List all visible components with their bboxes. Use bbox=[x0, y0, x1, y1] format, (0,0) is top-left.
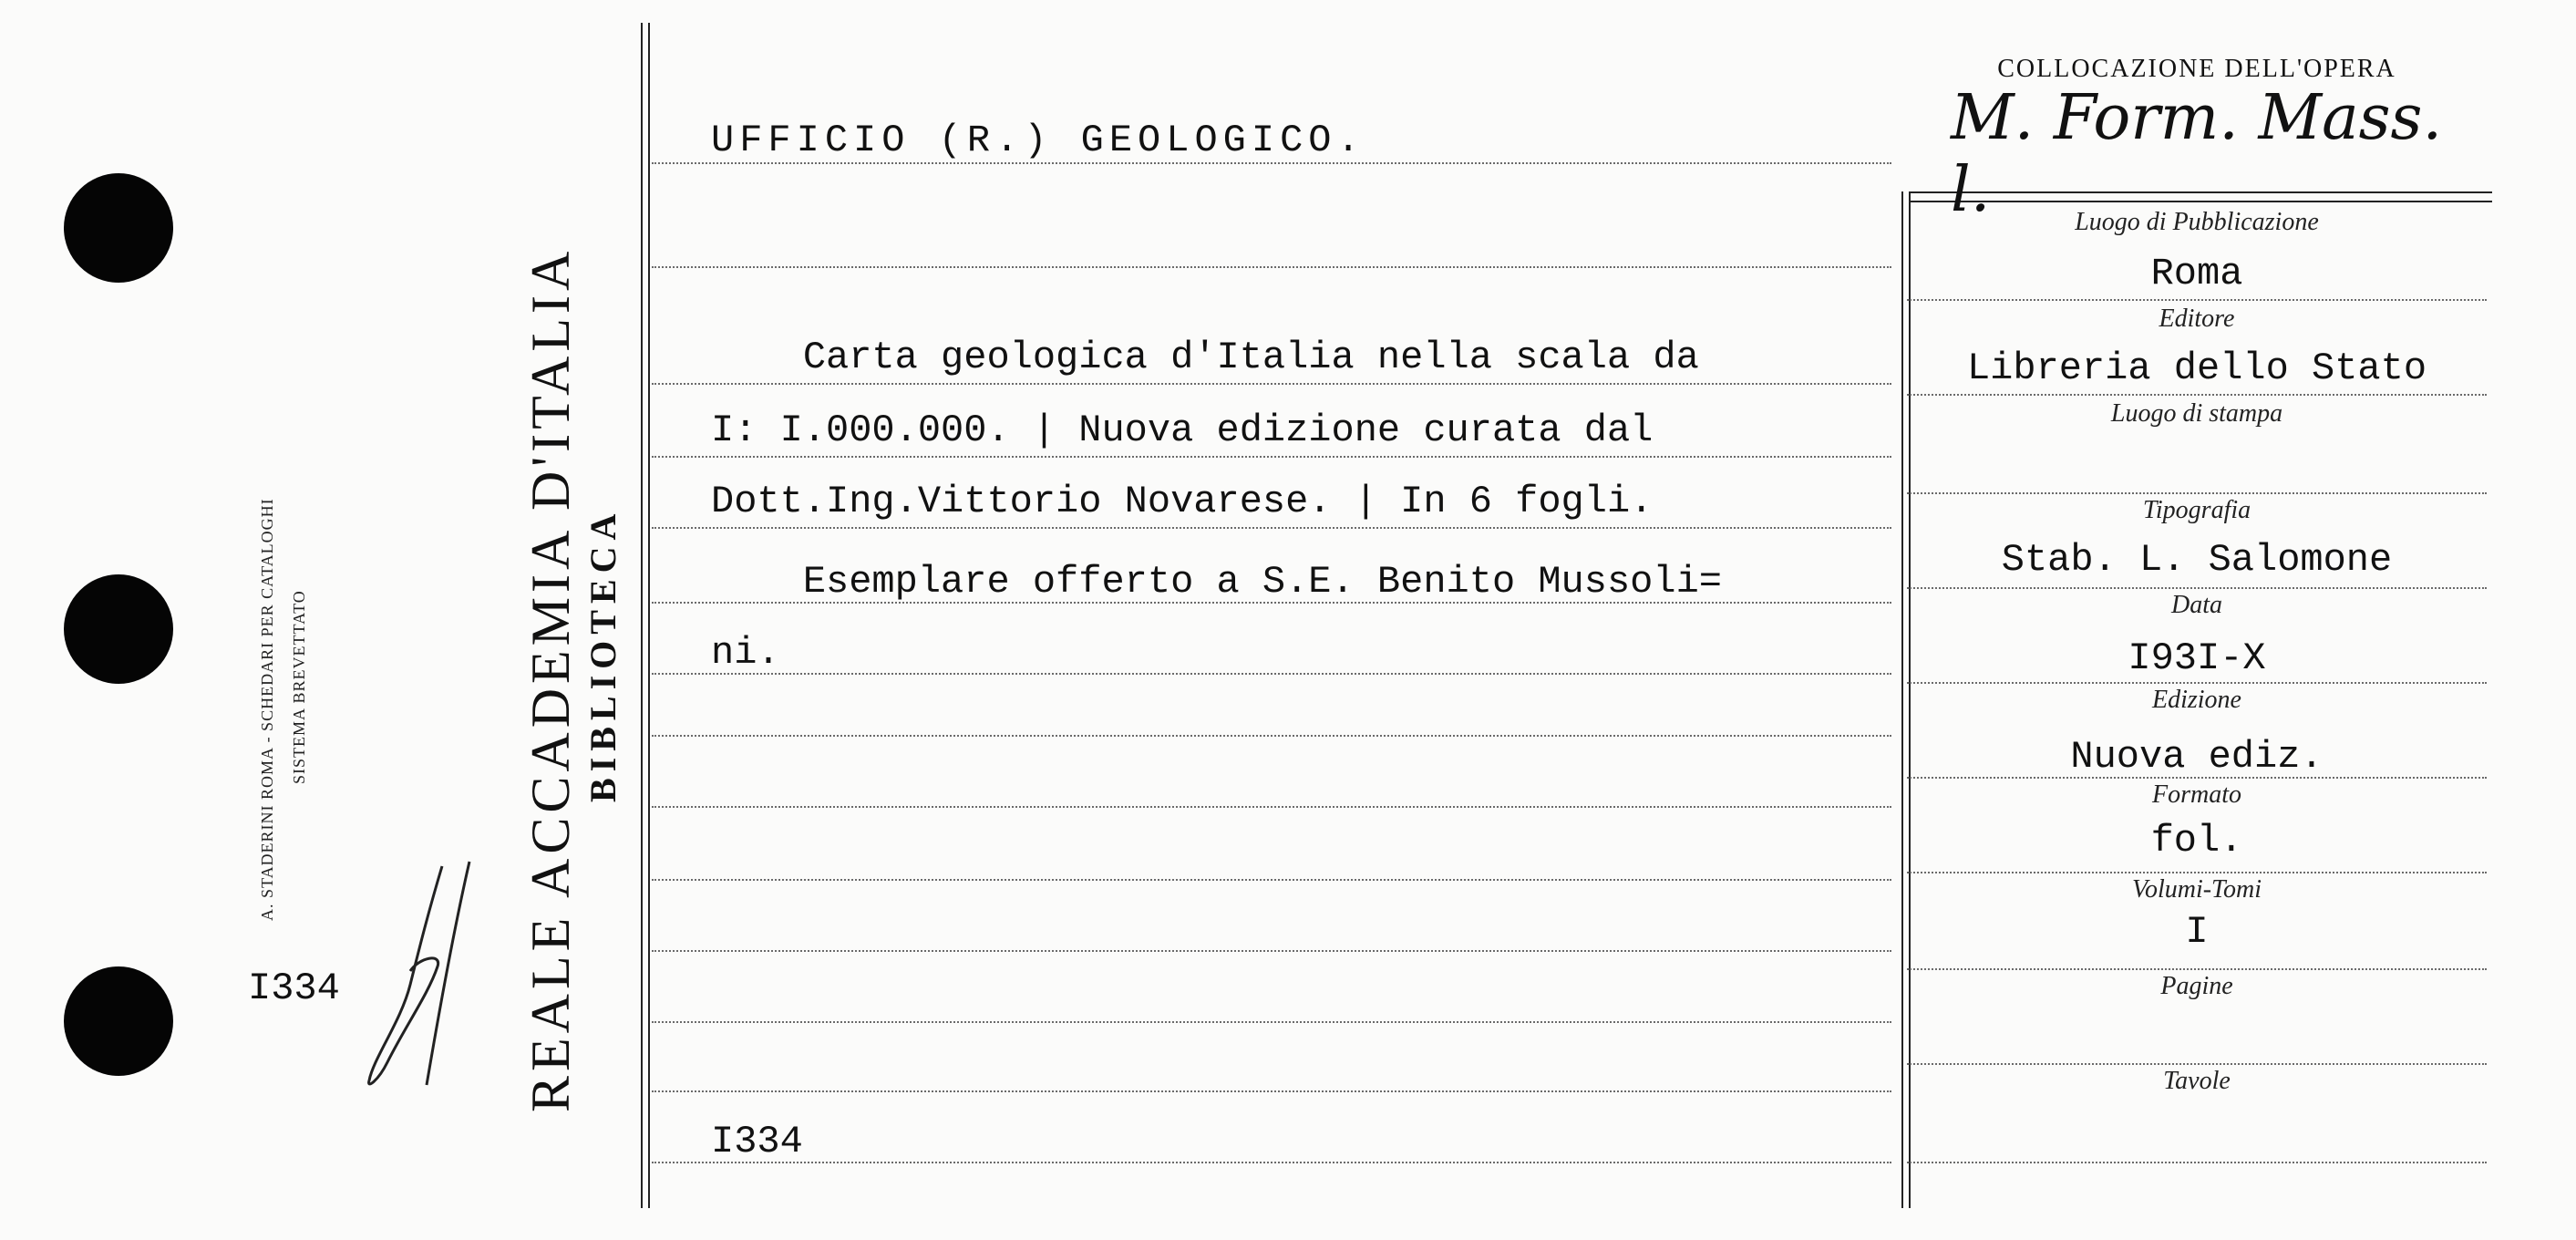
ruled-line bbox=[652, 1021, 1891, 1023]
field-rule bbox=[1907, 872, 2487, 873]
academy-title: REALE ACCADEMIA D'ITALIA bbox=[520, 246, 581, 1112]
punch-hole bbox=[64, 574, 173, 684]
field-value-volumes: I bbox=[2185, 910, 2209, 954]
ruled-line bbox=[652, 456, 1891, 458]
field-value-edition: Nuova ediz. bbox=[2070, 735, 2324, 779]
footer-catalog-number: I334 bbox=[711, 1120, 803, 1163]
ruled-line bbox=[652, 527, 1891, 529]
collocation-heading: COLLOCAZIONE DELL'OPERA bbox=[1997, 55, 2396, 83]
ruled-line bbox=[652, 950, 1891, 952]
ruled-line bbox=[652, 1090, 1891, 1092]
description-line: Dott.Ing.Vittorio Novarese. | In 6 fogli. bbox=[711, 480, 1654, 523]
field-label-pages: Pagine bbox=[2160, 972, 2233, 1000]
field-label-plates: Tavole bbox=[2163, 1067, 2231, 1095]
description-line: ni. bbox=[711, 631, 780, 675]
field-rule bbox=[1907, 299, 2487, 301]
field-value-format: fol. bbox=[2150, 819, 2243, 863]
punch-hole bbox=[64, 173, 173, 283]
printer-imprint-line2: SISTEMA BREVETTATO bbox=[290, 590, 308, 784]
field-label-edition: Edizione bbox=[2152, 686, 2241, 714]
field-rule bbox=[1907, 1162, 2487, 1163]
description-line: I: I.000.000. | Nuova edizione curata dal bbox=[711, 408, 1654, 452]
side-catalog-number: I334 bbox=[248, 966, 340, 1010]
field-label-date: Data bbox=[2171, 591, 2222, 619]
field-label-printer: Tipografia bbox=[2142, 496, 2251, 524]
description-line: Esemplare offerto a S.E. Benito Mussoli= bbox=[711, 560, 1722, 604]
right-border-rule bbox=[1901, 191, 1903, 1208]
ruled-line bbox=[652, 383, 1891, 385]
field-rule bbox=[1907, 968, 2487, 970]
handwritten-mark-icon bbox=[355, 857, 492, 1094]
ruled-line bbox=[652, 162, 1891, 164]
printer-imprint-line1: A. STADERINI ROMA - SCHEDARI PER CATALOGHI bbox=[258, 498, 276, 921]
field-label-format: Formato bbox=[2152, 780, 2241, 809]
field-label-place-of-publication: Luogo di Pubblicazione bbox=[2075, 208, 2319, 236]
field-label-volumes: Volumi-Tomi bbox=[2131, 875, 2262, 904]
field-rule bbox=[1907, 587, 2487, 589]
ruled-line bbox=[652, 673, 1891, 675]
ruled-line bbox=[652, 1162, 1891, 1163]
ruled-line bbox=[652, 806, 1891, 808]
field-label-publisher: Editore bbox=[2159, 305, 2235, 333]
description-line: Carta geologica d'Italia nella scala da bbox=[711, 336, 1699, 379]
punch-hole bbox=[64, 966, 173, 1076]
field-value-printer: Stab. L. Salomone bbox=[2001, 538, 2393, 582]
left-border-rule bbox=[648, 23, 650, 1208]
ruled-line bbox=[652, 879, 1891, 881]
library-title: BIBLIOTECA bbox=[582, 507, 623, 802]
field-label-place-of-printing: Luogo di stampa bbox=[2110, 399, 2283, 428]
field-value-date: I93I-X bbox=[2128, 636, 2266, 680]
field-rule bbox=[1907, 394, 2487, 396]
ruled-line bbox=[652, 266, 1891, 268]
field-rule bbox=[1907, 492, 2487, 494]
collocation-handwritten: M. Form. Mass. l. bbox=[1951, 82, 2443, 226]
field-rule bbox=[1907, 1063, 2487, 1065]
field-value-publisher: Libreria dello Stato bbox=[1966, 346, 2427, 390]
field-value-place-of-publication: Roma bbox=[2150, 252, 2243, 295]
field-rule bbox=[1907, 777, 2487, 779]
ruled-line bbox=[652, 735, 1891, 737]
card-heading: UFFICIO (R.) GEOLOGICO. bbox=[711, 119, 1365, 162]
field-rule bbox=[1907, 682, 2487, 684]
left-border-rule bbox=[641, 23, 643, 1208]
